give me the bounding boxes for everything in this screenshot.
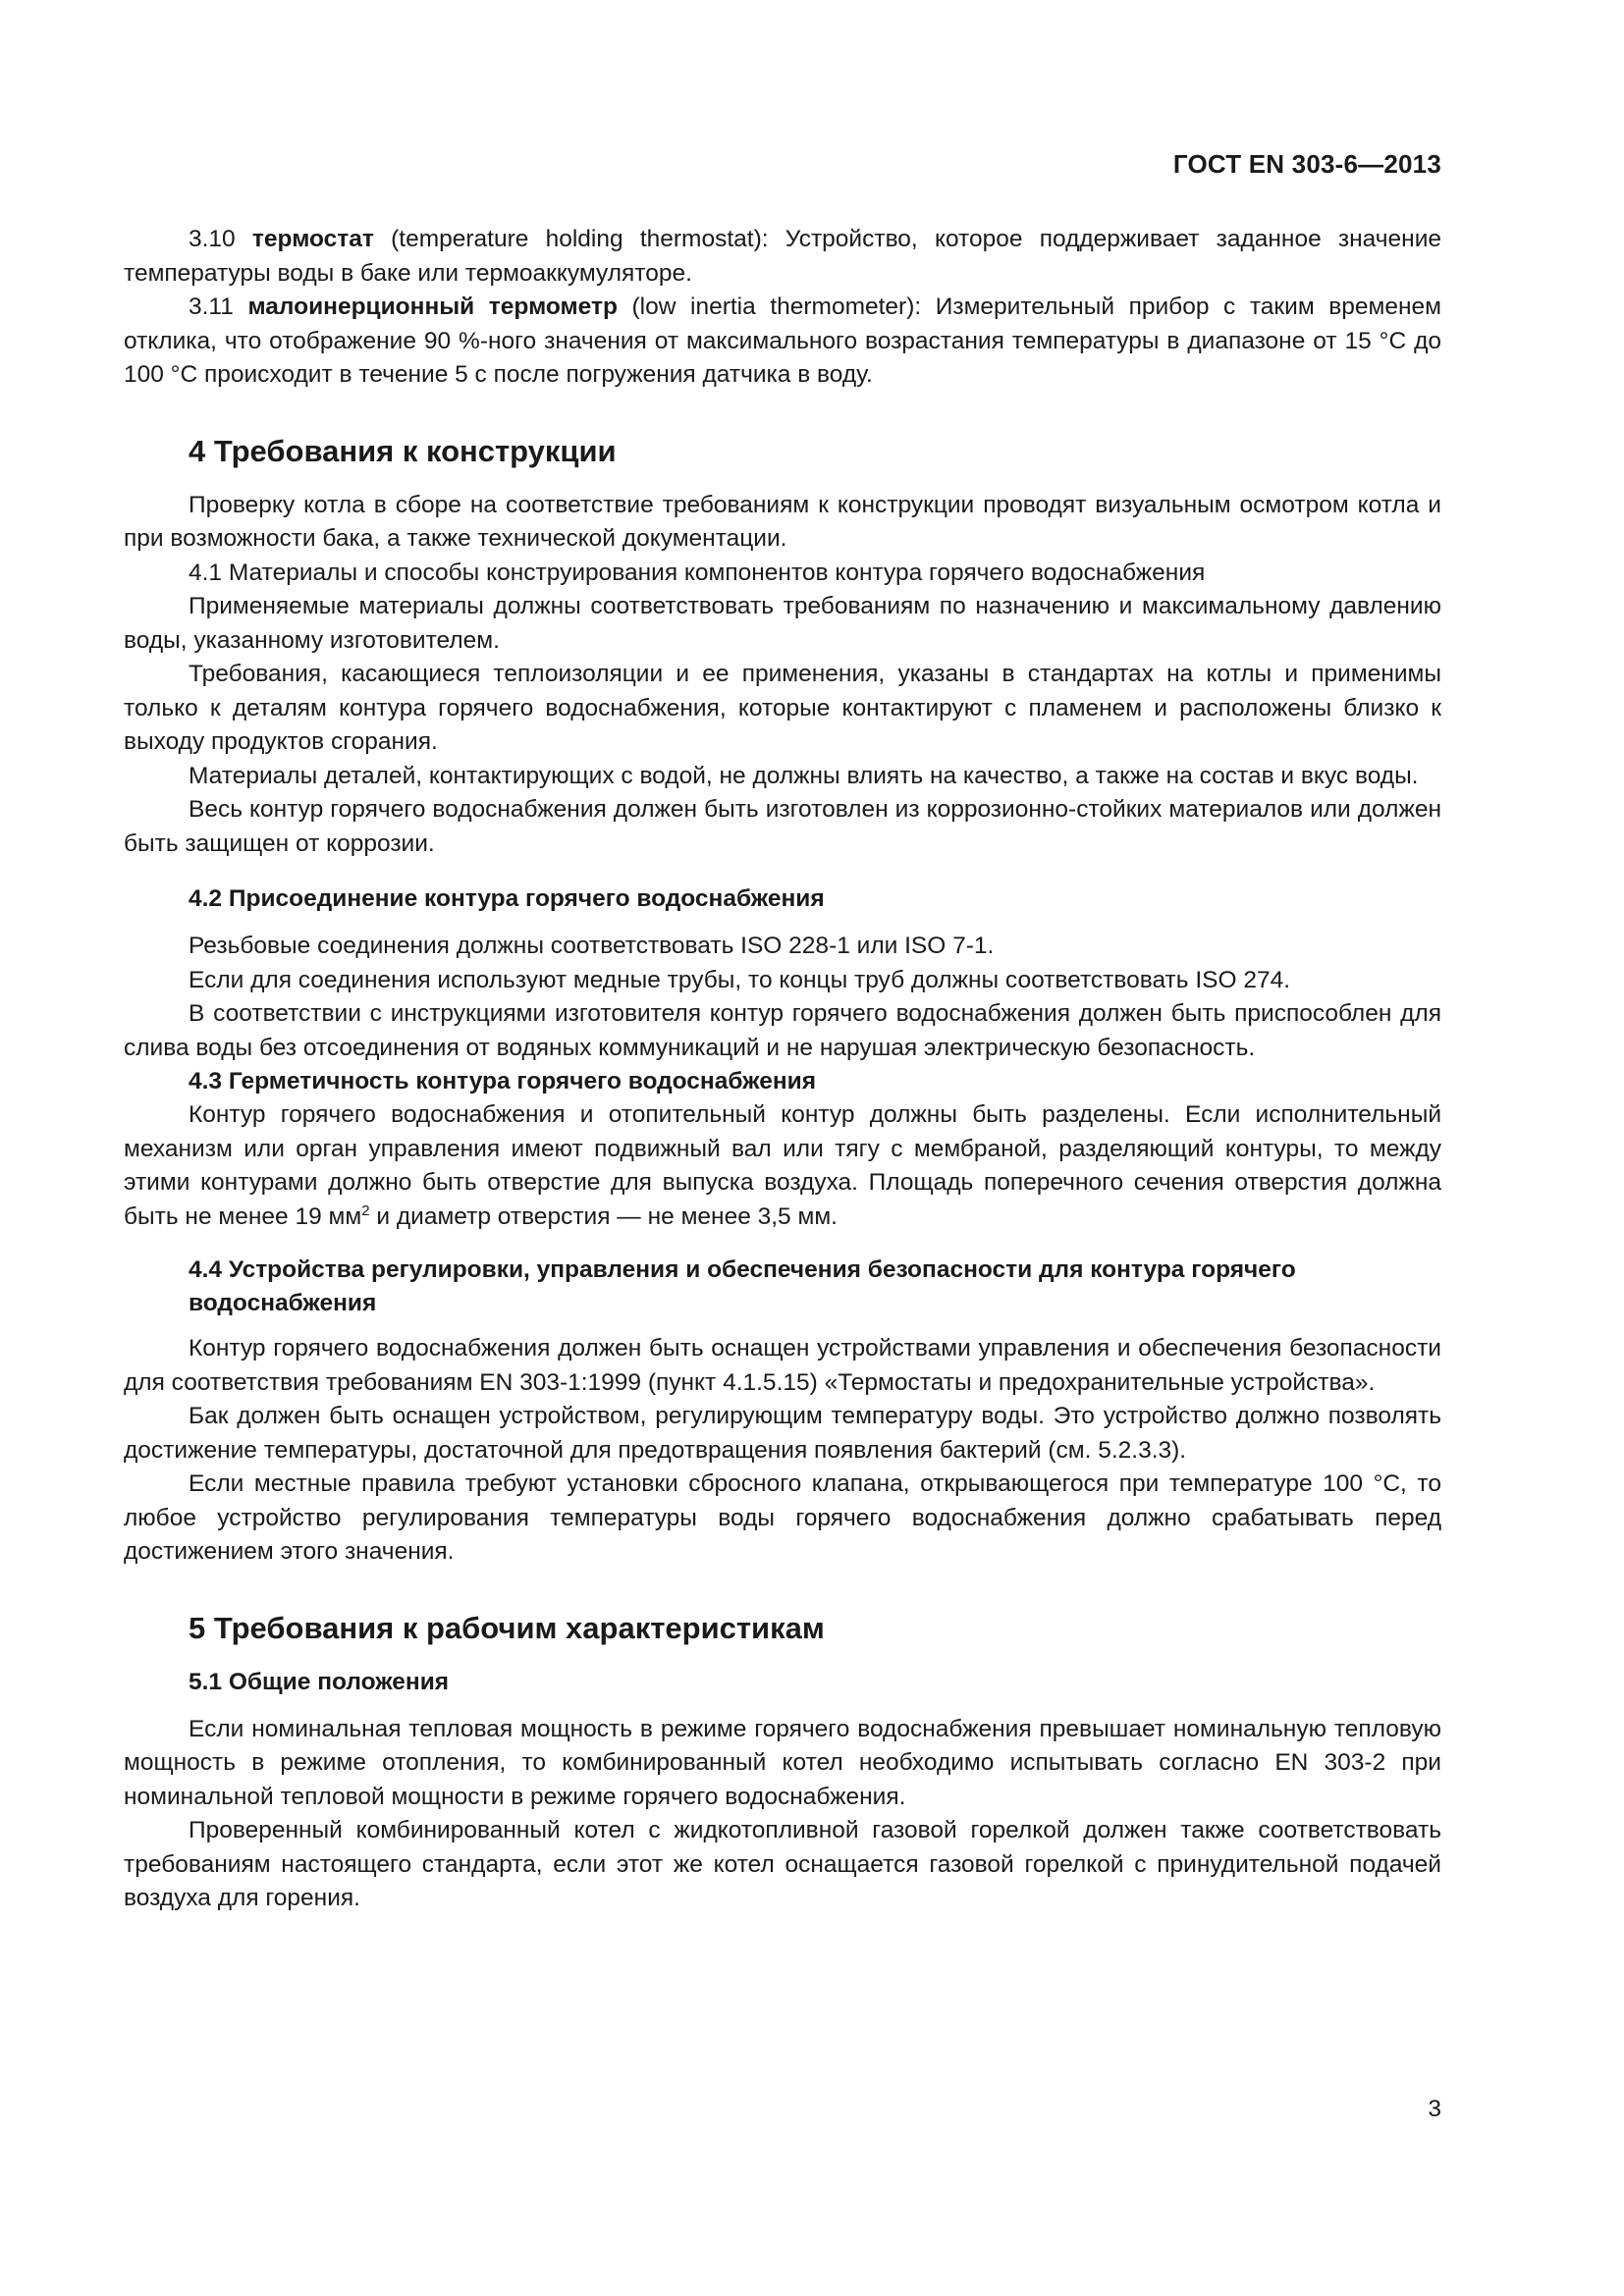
page-number: 3	[1428, 2096, 1441, 2122]
section-4-heading: 4 Требования к конструкции	[189, 433, 617, 468]
subsection-4-3-heading: 4.3 Герметичность контура горячего водоснабжения	[189, 1068, 816, 1095]
definition-term: термостат	[251, 226, 374, 252]
definition-3-10	[124, 223, 1441, 291]
subsection-4-4-heading: 4.4 Устройства регулировки, управления и обеспечения безопасности для контура горячего водоснабжения	[189, 1256, 1296, 1316]
paragraph: Проверку котла в сборе на соответствие требованиям к конструкции проводят визуальным осмотром котла и при возможности бака, а также технической документации.	[124, 491, 1441, 552]
paragraph-text: Контур горячего водоснабжения и отопительный контур должны быть разделены. Если исполнительный механизм или орган управления имеют подвижный вал или тягу с мембраной, разделяющий контуры, то между этими контурами должно быть отверстие для выпуска воздуха. Площадь поперечного сечения отверстия должна быть не менее 19 мм	[124, 1101, 1441, 1230]
paragraph-text: и диаметр отверстия — не менее 3,5 мм.	[369, 1202, 838, 1230]
paragraph: Резьбовые соединения должны соответствовать ISO 228-1 или ISO 7-1.	[189, 933, 995, 959]
paragraph: Контур горячего водоснабжения должен быть оснащен устройствами управления и обеспечения безопасности для соответствия требованиям EN 303-1:1999 (пункт 4.1.5.15) «Термостаты и предохранительные устройства».	[124, 1335, 1441, 1396]
paragraph: В соответствии с инструкциями изготовителя контур горячего водоснабжения должен быть приспособлен для слива воды без отсоединения от водяных коммуникаций и не нарушая электрическую безопасность.	[124, 1000, 1441, 1061]
definition-number: 3.11	[189, 294, 234, 320]
paragraph: Если местные правила требуют установки сбросного клапана, открывающегося при температуре 100 °С, то любое устройство регулирования температуры воды горячего водоснабжения должно срабатывать перед достижением этого значения.	[124, 1470, 1441, 1565]
paragraph: Весь контур горячего водоснабжения должен быть изготовлен из коррозионно-стойких материалов или должен быть защищен от коррозии.	[124, 796, 1441, 857]
paragraph: Проверенный комбинированный котел с жидкотопливной газовой горелкой должен также соответствовать требованиям настоящего стандарта, если этот же котел оснащается газовой горелкой с принудительной подачей воздуха для горения.	[124, 1817, 1441, 1911]
subsection-5-1-heading: 5.1 Общие положения	[189, 1668, 450, 1695]
paragraph: Если для соединения используют медные трубы, то концы труб должны соответствовать ISO 274.	[189, 966, 1291, 993]
paragraph: Применяемые материалы должны соответствовать требованиям по назначению и максимальному давлению воды, указанному изготовителем.	[124, 593, 1441, 654]
subsection-4-1-title: 4.1 Материалы и способы конструирования компонентов контура горячего водоснабжения	[189, 559, 1206, 586]
definition-3-11	[124, 291, 1441, 393]
paragraph	[124, 1098, 1441, 1234]
subsection-4-2-heading: 4.2 Присоединение контура горячего водоснабжения	[189, 885, 825, 912]
superscript: 2	[361, 1201, 370, 1219]
paragraph: Бак должен быть оснащен устройством, регулирующим температуру воды. Это устройство должно позволять достижение температуры, достаточной для предотвращения появления бактерий (см. 5.2.3.3).	[124, 1403, 1441, 1464]
definition-text: (temperature holding thermostat): Устройство, которое поддерживает заданное значение температуры воды в баке или термоаккумуляторе.	[124, 226, 1442, 287]
paragraph: Требования, касающиеся теплоизоляции и ее применения, указаны в стандартах на котлы и применимы только к деталям контура горячего водоснабжения, которые контактируют с пламенем и расположены близко к выходу продуктов сгорания.	[124, 661, 1441, 755]
page-content	[124, 223, 1441, 1916]
definition-text: (low inertia thermometer): Измерительный прибор с таким временем отклика, что отображение 90 %-ного значения от максимального возрастания температуры в диапазоне от 15 °С до 100 °С происходит в течение 5 с после погружения датчика в воду.	[124, 294, 1442, 388]
document-header: ГОСТ EN 303-6—2013	[1172, 149, 1441, 179]
section-5-heading: 5 Требования к рабочим характеристикам	[189, 1610, 825, 1645]
definition-term: малоинерционный термометр	[247, 294, 618, 320]
paragraph: Материалы деталей, контактирующих с водой, не должны влиять на качество, а также на состав и вкус воды.	[189, 762, 1419, 789]
definition-number: 3.10	[189, 226, 236, 252]
paragraph: Если номинальная тепловая мощность в режиме горячего водоснабжения превышает номинальную тепловую мощность в режиме отопления, то комбинированный котел необходимо испытывать согласно EN 303-2 при номинальной тепловой мощности в режиме горячего водоснабжения.	[124, 1715, 1441, 1810]
